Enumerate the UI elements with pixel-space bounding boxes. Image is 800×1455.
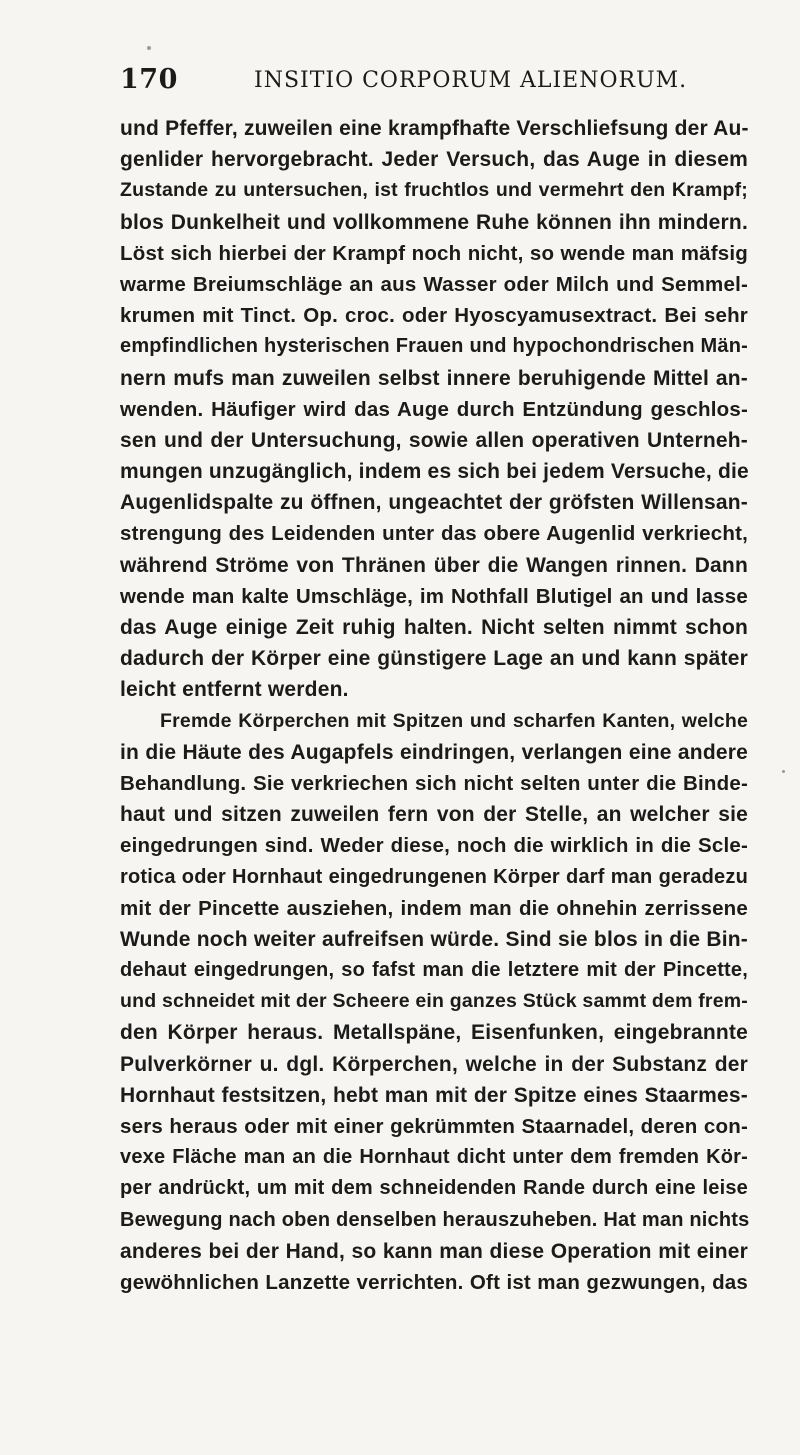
text-line: Zustande zu untersuchen, ist fruchtlos und vermehrt den Krampf; [120,179,748,202]
text-line: nern mufs man zuweilen selbst innere beruhigende Mittel an- [120,366,748,390]
page-number: 170 [120,64,178,95]
text-line: eingedrungen sind. Weder diese, noch die wirklich in die Scle- [120,834,748,858]
text-line: und schneidet mit der Scheere ein ganzes Stück sammt dem frem- [120,990,748,1013]
text-line: dehaut eingedrungen, so fafst man die letztere mit der Pincette, [120,959,748,982]
text-line: Behandlung. Sie verkriechen sich nicht selten unter die Binde- [120,771,748,795]
text-line: sen und der Untersuchung, sowie allen operativen Unterneh- [120,428,748,452]
text-line: per andrückt, um mit dem schneidenden Rande durch eine leise [120,1177,748,1200]
text-line: genlider hervorgebracht. Jeder Versuch, das Auge in diesem [120,148,748,172]
text-line: Bewegung nach oben denselben herauszuheben. Hat man nichts [120,1208,750,1231]
text-line: in die Häute des Augapfels eindringen, verlangen eine andere [120,740,748,764]
text-line: den Körper heraus. Metallspäne, Eisenfunken, eingebrannte [120,1021,748,1045]
text-line: blos Dunkelheit und vollkommene Ruhe können ihn mindern. [120,210,748,234]
text-line: empfindlichen hysterischen Frauen und hypochondrischen Män- [120,335,748,358]
text-line: strengung des Leidenden unter das obere Augenlid verkriecht, [120,522,748,546]
paper-speck [147,46,151,50]
text-line: während Ströme von Thränen über die Wangen rinnen. Dann [120,553,748,577]
body-text [120,113,748,1298]
text-line: wenden. Häufiger wird das Auge durch Entzündung geschlos- [120,397,748,421]
text-line: krumen mit Tinct. Op. croc. oder Hyoscyamusextract. Bei sehr [120,304,748,328]
text-line: rotica oder Hornhaut eingedrungenen Körper darf man geradezu [120,865,748,888]
text-line: gewöhnlichen Lanzette verrichten. Oft ist man gezwungen, das [120,1270,748,1294]
page-header [120,58,745,108]
text-line: vexe Fläche man an die Hornhaut dicht unter dem fremden Kör- [120,1146,748,1169]
text-line: mit der Pincette ausziehen, indem man die ohnehin zerrissene [120,896,748,920]
text-line: warme Breiumschläge an aus Wasser oder Milch und Semmel- [120,272,748,296]
text-line: haut und sitzen zuweilen fern von der Stelle, an welcher sie [120,803,748,827]
text-line: Augenlidspalte zu öffnen, ungeachtet der gröfsten Willensan- [120,491,748,515]
text-line: dadurch der Körper eine günstigere Lage an und kann später [120,647,748,671]
text-line: mungen unzugänglich, indem es sich bei jedem Versuche, die [120,460,749,484]
text-line: Wunde noch weiter aufreifsen würde. Sind sie blos in die Bin- [120,927,748,951]
text-line: leicht entfernt werden. [120,678,349,702]
text-line: anderes bei der Hand, so kann man diese Operation mit einer [120,1239,748,1263]
paper-speck [782,770,785,773]
text-line: wende man kalte Umschläge, im Nothfall Blutigel an und lasse [120,584,748,608]
running-title: INSITIO CORPORUM ALIENORUM. [254,68,688,93]
text-line: sers heraus oder mit einer gekrümmten Staarnadel, deren con- [120,1115,748,1138]
text-line: das Auge einige Zeit ruhig halten. Nicht selten nimmt schon [120,616,748,639]
text-line: Pulverkörner u. dgl. Körperchen, welche in der Substanz der [120,1052,748,1076]
text-line: und Pfeffer, zuweilen eine krampfhafte Verschliefsung der Au- [120,117,749,140]
text-line: Löst sich hierbei der Krampf noch nicht, so wende man mäfsig [120,241,748,265]
text-line: Fremde Körperchen mit Spitzen und scharfen Kanten, welche [160,709,748,732]
text-line: Hornhaut festsitzen, hebt man mit der Spitze eines Staarmes- [120,1083,748,1107]
